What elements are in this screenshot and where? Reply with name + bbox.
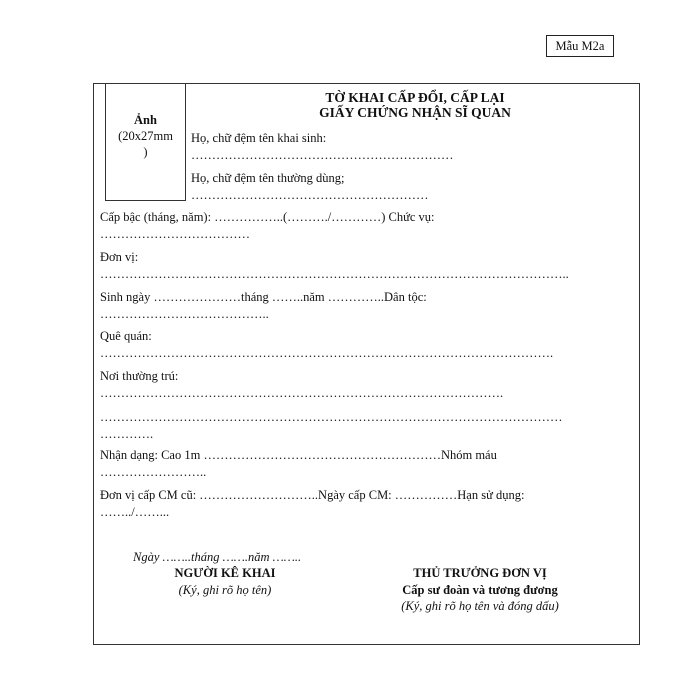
unit-head-title: THỦ TRƯỞNG ĐƠN VỊ xyxy=(413,566,547,580)
photo-size-line2: ) xyxy=(143,145,148,159)
identity-blood-line[interactable]: Nhận dạng: Cao 1m …………………………………………………Nhóm máu xyxy=(100,448,497,462)
residence-label: Nơi thường trú: xyxy=(100,369,179,383)
hometown-label: Quê quán: xyxy=(100,329,152,343)
common-name-field[interactable]: ………………………………………………… xyxy=(191,188,429,202)
expiry-field[interactable]: ……../……... xyxy=(100,505,170,519)
form-code-label: Mẫu M2a xyxy=(546,35,614,57)
unit-head-subtitle: Cấp sư đoàn và tương đương xyxy=(402,583,558,597)
rank-position-field[interactable]: ……………………………… xyxy=(100,227,250,241)
blood-type-field[interactable]: …………………….. xyxy=(100,465,207,479)
hometown-field[interactable]: ………………………………………………………………………………………………. xyxy=(100,346,554,360)
form-title-line2: GIẤY CHỨNG NHẬN SĨ QUAN xyxy=(319,105,511,120)
old-cert-line[interactable]: Đơn vị cấp CM cũ: ………………………..Ngày cấp CM: ……………Hạn sử dụng: xyxy=(100,488,525,502)
declarant-note: (Ký, ghi rõ họ tên) xyxy=(178,583,272,597)
ethnicity-field[interactable]: ………………………………….. xyxy=(100,307,269,321)
birth-name-field[interactable]: ……………………………………………………… xyxy=(191,148,454,162)
form-title-line1: TỜ KHAI CẤP ĐỔI, CẤP LẠI xyxy=(325,90,505,105)
rank-position-line[interactable]: Cấp bậc (tháng, năm): ……………..(………./…………) Chức vụ: xyxy=(100,210,435,224)
birth-date-ethnicity-line[interactable]: Sinh ngày …………………tháng ……..năm …………..Dân tộc: xyxy=(100,290,427,304)
photo-size-line1: (20x27mm xyxy=(118,129,173,143)
photo-placeholder xyxy=(105,83,186,201)
photo-label: Ảnh xyxy=(134,113,157,127)
unit-head-note: (Ký, ghi rõ họ tên và đóng dấu) xyxy=(401,599,559,613)
residence-field-line3[interactable]: …………. xyxy=(100,427,154,441)
birth-name-label: Họ, chữ đệm tên khai sinh: xyxy=(191,131,327,145)
residence-field-line2[interactable]: ………………………………………………………………………………………………… xyxy=(100,410,563,424)
signature-date-line[interactable]: Ngày ……..tháng …….năm …….. xyxy=(133,550,302,564)
common-name-label: Họ, chữ đệm tên thường dùng; xyxy=(191,171,345,185)
residence-field-line1[interactable]: ……………………………………………………………………………………. xyxy=(100,386,504,400)
unit-field[interactable]: ………………………………………………………………………………………………….. xyxy=(100,267,569,281)
declarant-title: NGƯỜI KÊ KHAI xyxy=(174,566,276,580)
unit-label: Đơn vị: xyxy=(100,250,139,264)
